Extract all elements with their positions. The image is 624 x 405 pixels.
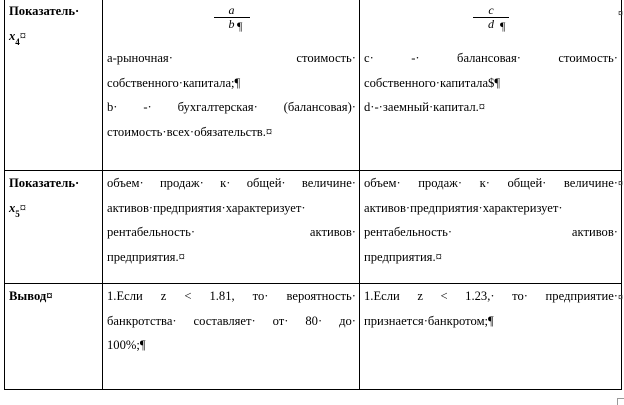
indicators-table xyxy=(4,0,622,390)
fraction-a-over-b: a b xyxy=(214,4,250,31)
conclusion-cell-right xyxy=(360,284,622,390)
cell-line: объем· продаж· к· общей· величине· xyxy=(364,176,618,190)
variable-x4: $x_4¤$ xyxy=(9,28,27,48)
conclusion-cell-left xyxy=(103,284,360,390)
cell-line: рентабельность· активов· xyxy=(364,225,618,239)
cell-line: рентабельность· активов· xyxy=(107,225,356,239)
cell-line: стоимость·всех·обязательств.¤ xyxy=(107,124,273,139)
cell-line: b· -· бухгалтерская· (балансовая)· xyxy=(107,100,356,114)
cell-line: собственного·капитала$¶ xyxy=(364,75,501,90)
cell-line: активов·предприятия·характеризует· xyxy=(364,200,563,215)
cell-line: 1.Если z < 1.23,· то· предприятие· xyxy=(364,289,618,303)
cell-line: d·-·заемный·капитал.¤ xyxy=(364,100,486,114)
variable-x5: $x_5¤$ xyxy=(9,200,27,220)
formula-cell-left: a b ¶ а-рыночная· стоимость· собственного·капитала;¶ b· -· бухгалтерская· (балансовая)· стоимость·всех·обязательств.¤ xyxy=(103,0,360,171)
cell-line: 1.Если z < 1.81, то· вероятность· xyxy=(107,289,356,303)
row-header-cell xyxy=(5,284,103,390)
row-header-cell xyxy=(5,0,103,171)
cell-line: признается·банкротом;¶ xyxy=(364,313,494,328)
cell-line: объем· продаж· к· общей· величине· xyxy=(107,176,356,190)
row-end-mark: ¤ xyxy=(617,8,623,18)
table-row xyxy=(5,0,622,171)
row-end-mark: ¤ xyxy=(617,292,623,302)
cell-line: а-рыночная· стоимость· xyxy=(107,51,356,65)
page-corner-mark xyxy=(617,398,624,405)
cell-line: собственного·капитала;¶ xyxy=(107,75,241,90)
cell-line: предприятия.¤ xyxy=(107,249,185,264)
row-label: Вывод¤ xyxy=(9,289,53,303)
description-cell-right xyxy=(360,171,622,284)
table-row xyxy=(5,284,622,390)
cell-line: с· -· балансовая· стоимость· xyxy=(364,51,618,65)
fraction-c-over-d: c d xyxy=(473,4,509,31)
formula-cell-right: c d ¶ с· -· балансовая· стоимость· собственного·капитала$¶ d·-·заемный·капитал.¤ xyxy=(360,0,622,171)
table-row xyxy=(5,171,622,284)
cell-line: банкротства· составляет· от· 80· до· xyxy=(107,313,356,328)
row-end-mark: ¤ xyxy=(617,178,623,188)
row-label: Показатель· xyxy=(9,4,80,18)
row-header-cell xyxy=(5,171,103,284)
row-label: Показатель· xyxy=(9,176,80,190)
description-cell-left xyxy=(103,171,360,284)
cell-line: активов·предприятия·характеризует· xyxy=(107,200,306,215)
cell-line: 100%;¶ xyxy=(107,338,146,352)
cell-line: предприятия.¤ xyxy=(364,249,442,264)
